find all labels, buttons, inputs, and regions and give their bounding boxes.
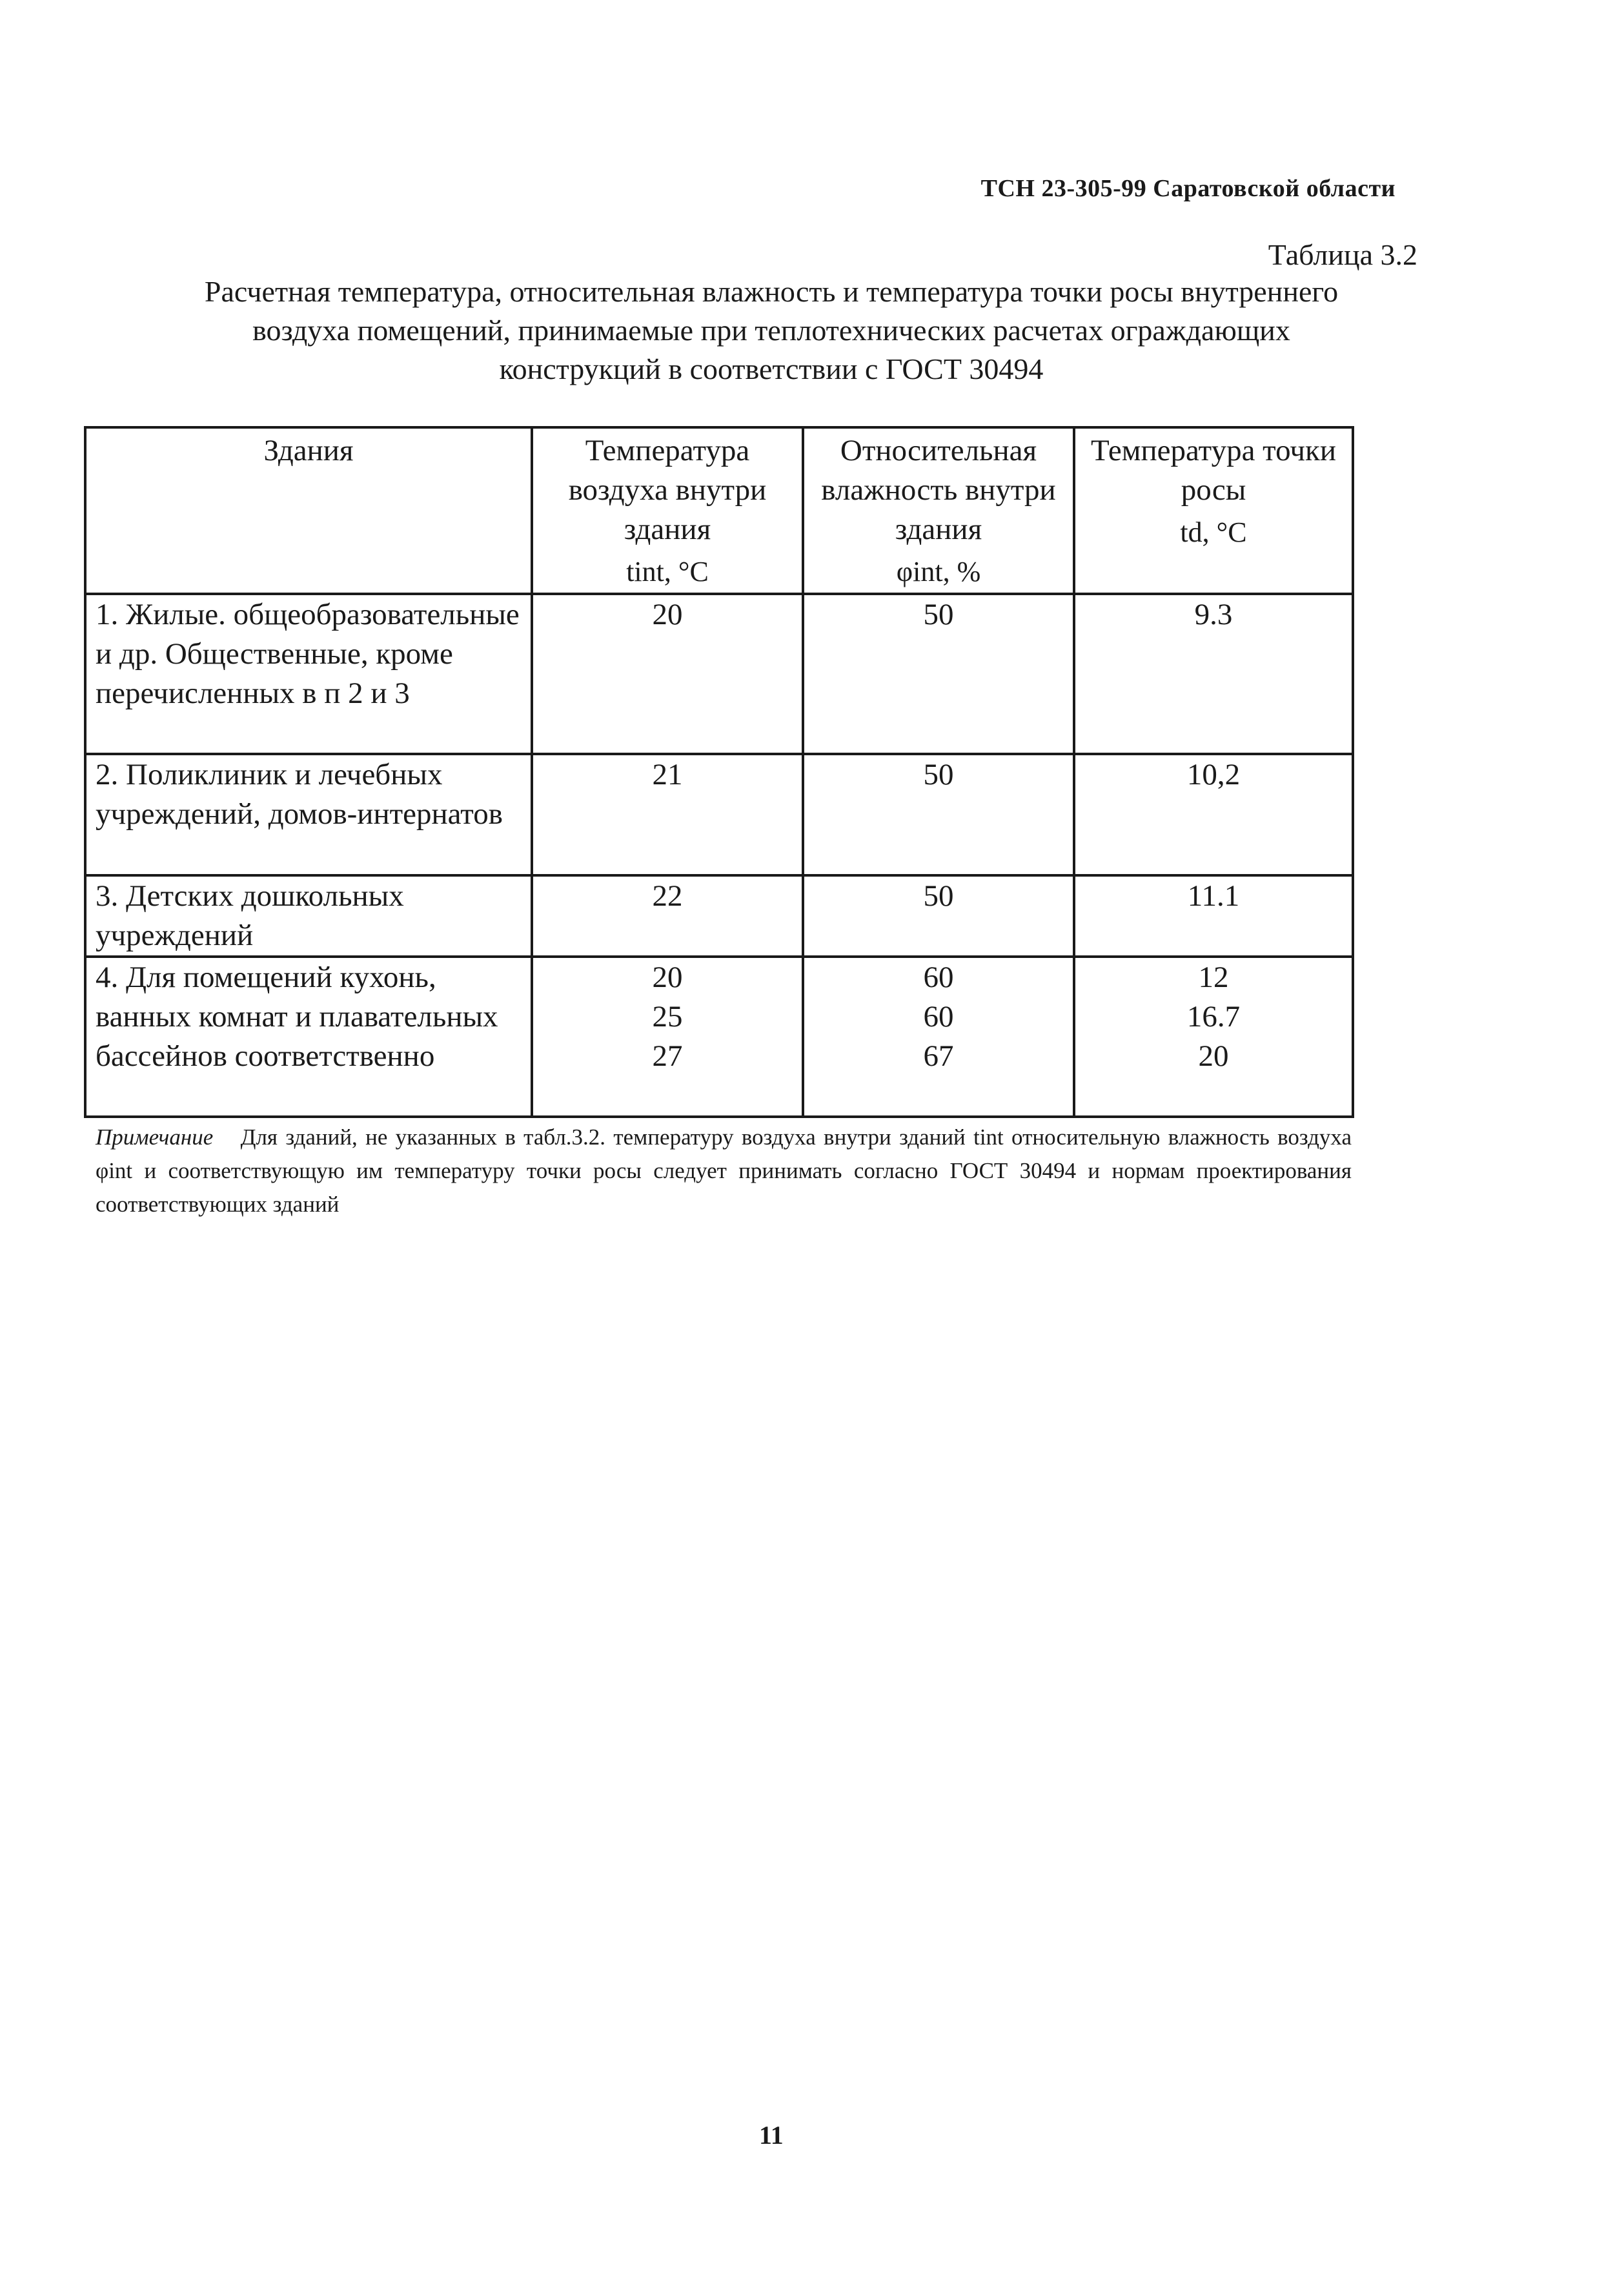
caption-line: конструкций в соответствии с ГОСТ 30494 [499,352,1044,385]
table-header-row [85,427,1353,594]
value: 60 [923,961,954,994]
value: 20 [652,598,683,631]
row-humidity [803,594,1074,754]
value: 9.3 [1194,598,1233,631]
row-humidity [803,754,1074,875]
header-label: Здания [263,434,354,467]
header-air-temperature [532,427,803,594]
row-humidity [803,875,1074,957]
header-unit: φint, % [896,556,981,587]
header-unit: tint, °С [626,556,709,587]
page-number: 11 [759,2121,784,2150]
row-dew-point [1074,594,1353,754]
row-building-name: 3. Детских дошкольных учреждений [85,875,532,957]
row-dew-point [1074,957,1353,1117]
note-label: Примечание [96,1125,214,1150]
table-note [96,1121,1352,1221]
caption-line: воздуха помещений, принимаемые при теплотехнических расчетах ограждающих [252,314,1290,347]
table-row [85,754,1353,875]
value: 60 [923,1000,954,1033]
document-header: ТСН 23-305-99 Саратовской области [980,175,1396,202]
table-row [85,875,1353,957]
value: 16.7 [1186,1000,1241,1033]
note-text: Для зданий, не указанных в табл.3.2. температуру воздуха внутри зданий tint относительную влажность воздуха φint и соответствующую им температуру точки росы следует принимать согласно ГОСТ 30494 и нормам проектирования соответствующих зданий [96,1125,1352,1217]
row-temperature [532,875,803,957]
value: 21 [652,758,683,791]
row-temperature [532,957,803,1117]
value: 25 [652,1000,683,1033]
parameters-table [84,426,1354,1118]
value: 10,2 [1186,758,1241,791]
value: 20 [652,961,683,994]
value: 12 [1198,961,1229,994]
row-building-name: 1. Жилые. общеобразовательные и др. Общественные, кроме перечисленных в п 2 и 3 [85,594,532,754]
header-relative-humidity [803,427,1074,594]
table-row [85,957,1353,1117]
table-row [85,594,1353,754]
value: 67 [923,1039,954,1073]
table-caption [123,272,1420,389]
row-temperature [532,594,803,754]
caption-line: Расчетная температура, относительная влажность и температура точки росы внутреннего [204,275,1339,308]
value: 50 [923,598,954,631]
row-temperature [532,754,803,875]
header-label: Относительная влажность внутри здания [821,434,1056,546]
value: 20 [1198,1039,1229,1073]
value: 11.1 [1187,879,1240,913]
header-label: Температура точки росы [1090,434,1337,507]
row-humidity [803,957,1074,1117]
table-number: Таблица 3.2 [1268,238,1417,271]
value: 27 [652,1039,683,1073]
value: 50 [923,879,954,913]
header-buildings [85,427,532,594]
row-dew-point [1074,875,1353,957]
row-dew-point [1074,754,1353,875]
row-building-name: 2. Поликлиник и лечебных учреждений, домов-интернатов [85,754,532,875]
header-unit: td, °С [1180,516,1247,548]
header-label: Температура воздуха внутри здания [568,434,767,546]
header-dew-point [1074,427,1353,594]
value: 22 [652,879,683,913]
row-building-name: 4. Для помещений кухонь, ванных комнат и плавательных бассейнов соответственно [85,957,532,1117]
value: 50 [923,758,954,791]
